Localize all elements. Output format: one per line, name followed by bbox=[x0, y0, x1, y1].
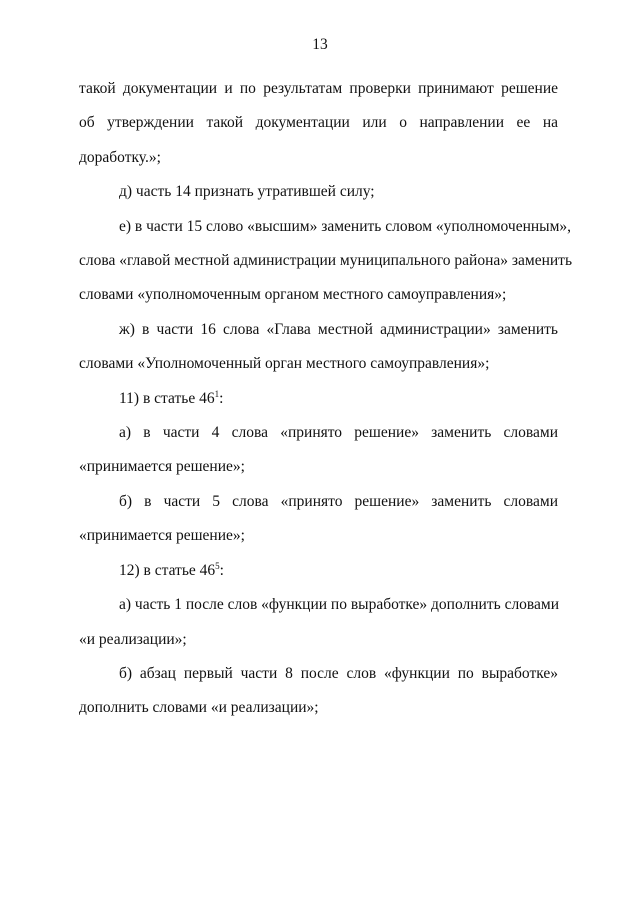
text-line bbox=[79, 554, 558, 588]
text-line: «принимается решение»; bbox=[79, 458, 245, 476]
text-line: словами «Уполномоченный орган местного самоуправления»; bbox=[79, 355, 490, 373]
text-line: а) часть 1 после слов «функции по выработке» дополнить словами bbox=[119, 596, 560, 614]
paragraph-item-e bbox=[79, 210, 573, 313]
text-line: б) в части 5 слова «принято решение» заменить словами bbox=[119, 492, 558, 510]
paragraph-item-zh bbox=[79, 313, 558, 382]
text-line: е) в части 15 слово «высшим» заменить словом «уполномоченным», bbox=[119, 217, 572, 235]
text-line: доработку.»; bbox=[79, 148, 161, 166]
text-line: ж) в части 16 слова «Глава местной администрации» заменить bbox=[119, 320, 558, 338]
paragraph-item-b-2 bbox=[79, 657, 558, 726]
text-line: д) часть 14 признать утратившей силу; bbox=[119, 183, 375, 201]
article-superscript: 1 bbox=[214, 388, 220, 399]
paragraph-article-11 bbox=[79, 382, 558, 416]
paragraph-item-a bbox=[79, 416, 558, 485]
text-line: «принимается решение»; bbox=[79, 527, 245, 545]
text-line: б) абзац первый части 8 после слов «функции по выработке» bbox=[119, 664, 558, 682]
text-line: такой документации и по результатам проверки принимают решение bbox=[79, 80, 558, 97]
paragraph-item-d bbox=[79, 175, 558, 209]
text-line: а) в части 4 слова «принято решение» заменить словами bbox=[119, 424, 558, 442]
paragraph-article-12 bbox=[79, 554, 558, 588]
document-body bbox=[79, 72, 573, 726]
article-prefix: 11) в статье 46 bbox=[119, 389, 215, 407]
text-line bbox=[79, 382, 558, 416]
text-line: об утверждении такой документации или о направлении ее на bbox=[79, 114, 558, 132]
article-superscript: 5 bbox=[215, 560, 220, 571]
paragraph-continuation bbox=[79, 72, 558, 175]
article-suffix: : bbox=[219, 561, 224, 579]
text-line: «и реализации»; bbox=[79, 630, 187, 648]
paragraph-item-a-2 bbox=[79, 588, 558, 657]
article-prefix: 12) в статье 46 bbox=[119, 561, 216, 579]
page-number: 13 bbox=[312, 36, 328, 53]
text-line: слова «главой местной администрации муниципального района» заменить bbox=[79, 252, 573, 270]
article-suffix: : bbox=[219, 389, 224, 407]
text-line: словами «уполномоченным органом местного самоуправления»; bbox=[79, 286, 507, 304]
text-line: дополнить словами «и реализации»; bbox=[79, 699, 319, 717]
paragraph-item-b bbox=[79, 485, 558, 554]
